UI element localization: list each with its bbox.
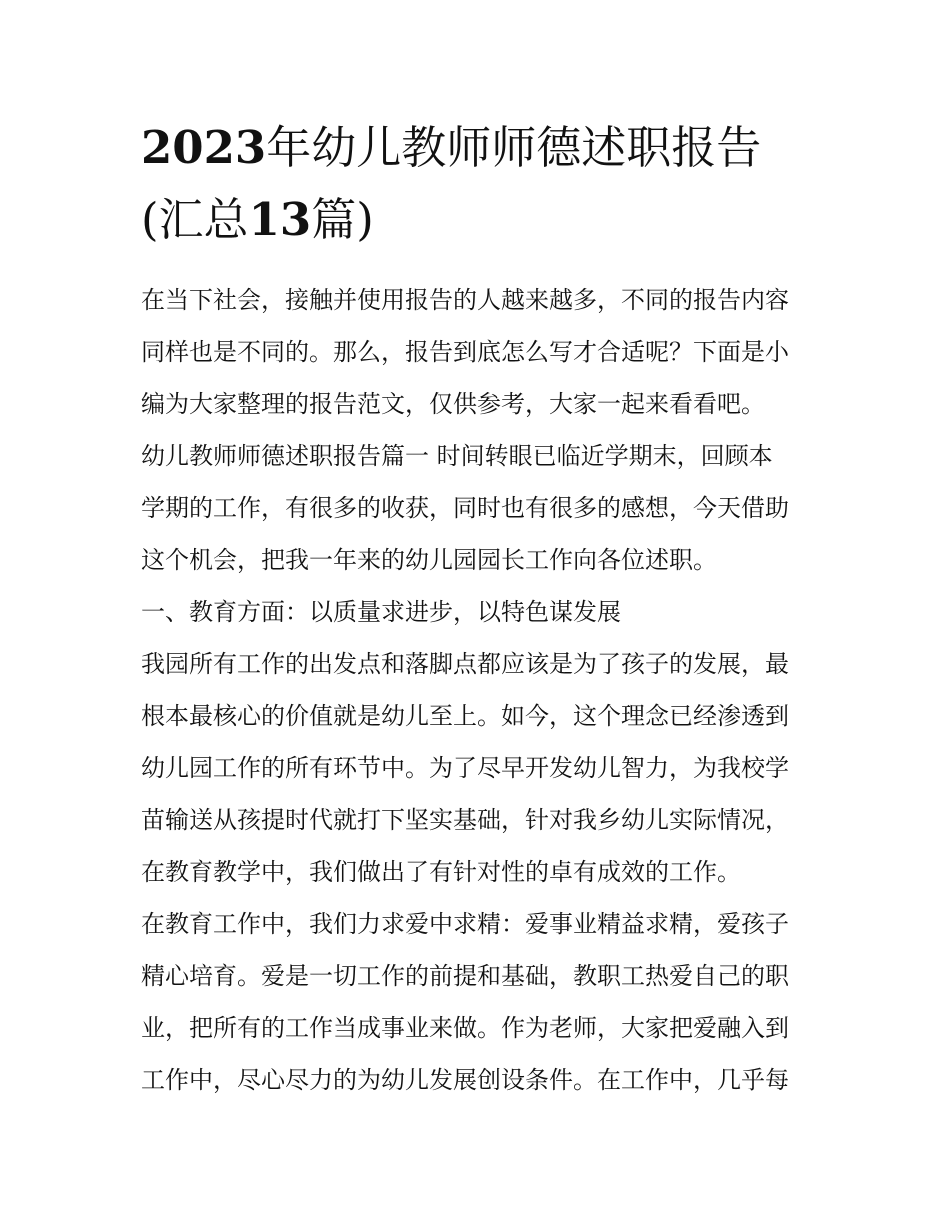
body-line: 根本最核心的价值就是幼儿至上。如今，这个理念已经渗透到 (141, 702, 789, 730)
body-line: 学期的工作，有很多的收获，同时也有很多的感想，今天借助 (141, 494, 789, 522)
title-subtitle-open: (汇总 (141, 193, 249, 246)
body-line: 苗输送从孩提时代就打下坚实基础，针对我乡幼儿实际情况， (141, 806, 789, 834)
body-line: 工作中，尽心尽力的为幼儿发展创设条件。在工作中，几乎每 (141, 1066, 789, 1094)
body-line: 业，把所有的工作当成事业来做。作为老师，大家把爱融入到 (141, 1014, 789, 1042)
body-line: 在教育教学中，我们做出了有针对性的卓有成效的工作。 (141, 858, 741, 886)
body-line: 在当下社会，接触并使用报告的人越来越多，不同的报告内容 (141, 286, 789, 314)
title-subtitle-close: 篇) (311, 193, 374, 246)
document-page (141, 112, 813, 1106)
body-line: 幼儿园工作的所有环节中。为了尽早开发幼儿智力，为我校学 (141, 754, 789, 782)
body-line: 同样也是不同的。那么，报告到底怎么写才合适呢？下面是小 (141, 338, 789, 366)
title-count: 13 (248, 193, 312, 246)
title-line-1 (141, 112, 813, 184)
body-line: 我园所有工作的出发点和落脚点都应该是为了孩子的发展，最 (141, 650, 789, 678)
title-year: 2023 (141, 121, 267, 174)
title-line-2 (141, 184, 813, 256)
title-text: 年幼儿教师师德述职报告 (266, 121, 762, 174)
body-line: 精心培育。爱是一切工作的前提和基础，教职工热爱自己的职 (141, 962, 789, 990)
body-line: 在教育工作中，我们力求爱中求精：爱事业精益求精，爱孩子 (141, 910, 789, 938)
body-line: 这个机会，把我一年来的幼儿园园长工作向各位述职。 (141, 546, 717, 574)
document-body (141, 274, 813, 1106)
document-title (141, 112, 813, 256)
section-heading: 一、教育方面：以质量求进步，以特色谋发展 (141, 598, 621, 626)
body-line: 编为大家整理的报告范文，仅供参考，大家一起来看看吧。 (141, 390, 765, 418)
body-line: 幼儿教师师德述职报告篇一 时间转眼已临近学期末，回顾本 (141, 442, 773, 470)
